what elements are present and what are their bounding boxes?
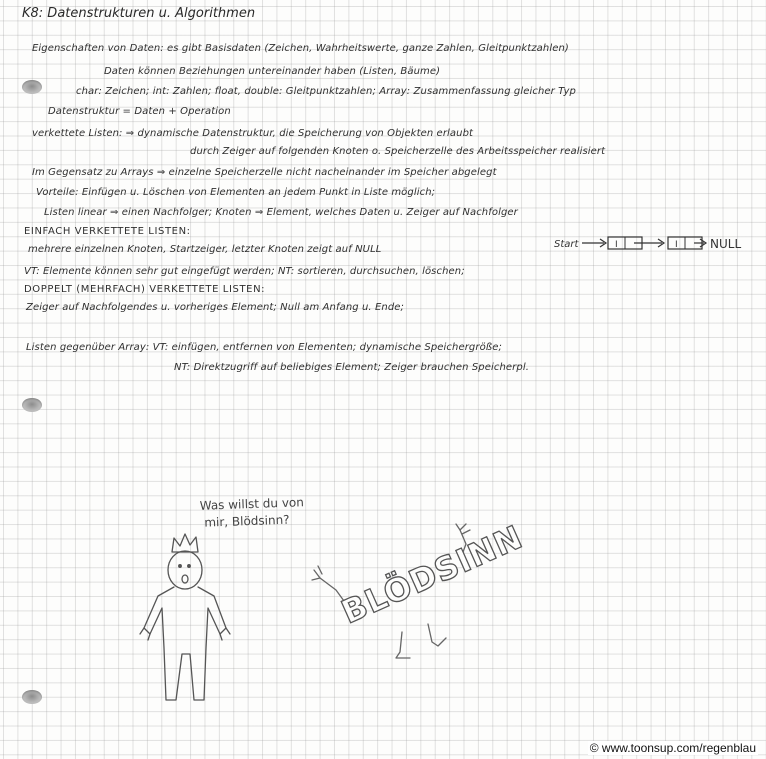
list-node-1-label: I <box>615 240 618 250</box>
note-line-3: char: Zeichen; int: Zahlen; float, double: Gleitpunktzahlen; Array: Zusammenfassung gleicher Typ <box>76 86 576 97</box>
note-line-16: NT: Direktzugriff auf beliebiges Element; Zeiger brauchen Speicherpl. <box>174 362 529 373</box>
crown <box>172 534 198 552</box>
note-line-11: mehrere einzelnen Knoten, Startzeiger, letzter Knoten zeigt auf NULL <box>28 244 382 255</box>
note-line-9: Listen linear ⇒ einen Nachfolger; Knoten ⇒ Element, welches Daten u. Zeiger auf Nachfolger <box>44 207 518 218</box>
note-line-5: verkettete Listen: ⇒ dynamische Datenstruktur, die Speicherung von Objekten erlaubt <box>32 128 474 139</box>
note-line-7: Im Gegensatz zu Arrays ⇒ einzelne Speicherzelle nicht nacheinander im Speicher abgelegt <box>32 167 497 178</box>
linked-list-diagram <box>552 232 752 256</box>
note-line-13: DOPPELT (MEHRFACH) VERKETTETE LISTEN: <box>24 284 266 295</box>
speech-bubble <box>199 494 304 532</box>
bloedsinn-logo-text: BLÖDSINN <box>335 517 529 632</box>
list-node-2-label: I <box>675 240 678 250</box>
note-line-15: Listen gegenüber Array: VT: einfügen, entfernen von Elementen; dynamische Speichergröße; <box>26 342 502 353</box>
figure-body <box>144 587 226 700</box>
binder-hole-1 <box>22 80 42 94</box>
note-line-6: durch Zeiger auf folgenden Knoten o. Speicherzelle des Arbeitsspeicher realisiert <box>190 146 606 157</box>
cartoon-figure <box>130 530 250 720</box>
binder-hole-3 <box>22 690 42 704</box>
note-line-4: Datenstruktur = Daten + Operation <box>48 106 231 117</box>
note-line-12: VT: Elemente können sehr gut eingefügt werden; NT: sortieren, durchsuchen, löschen; <box>24 266 465 277</box>
note-line-1: Eigenschaften von Daten: es gibt Basisdaten (Zeichen, Wahrheitswerte, ganze Zahlen, Gleitpunktzahlen) <box>32 43 569 54</box>
bloedsinn-character <box>310 517 529 670</box>
copyright-notice: © www.toonsup.com/regenblau <box>589 741 756 755</box>
diagram-start-label: Start <box>554 239 579 250</box>
page-title: K8: Datenstrukturen u. Algorithmen <box>22 6 256 21</box>
binder-hole-2 <box>22 398 42 412</box>
note-line-8: Vorteile: Einfügen u. Löschen von Elementen an jedem Punkt in Liste möglich; <box>36 187 436 198</box>
note-line-14: Zeiger auf Nachfolgendes u. vorheriges Element; Null am Anfang u. Ende; <box>26 302 404 313</box>
speech-line-1: Was willst du von <box>199 495 305 513</box>
diagram-null-label: NULL <box>710 237 742 251</box>
speech-line-2: mir, Blödsinn? <box>204 512 290 530</box>
note-line-10: EINFACH VERKETTETE LISTEN: <box>24 226 191 237</box>
note-line-2: Daten können Beziehungen untereinander haben (Listen, Bäume) <box>104 66 441 77</box>
